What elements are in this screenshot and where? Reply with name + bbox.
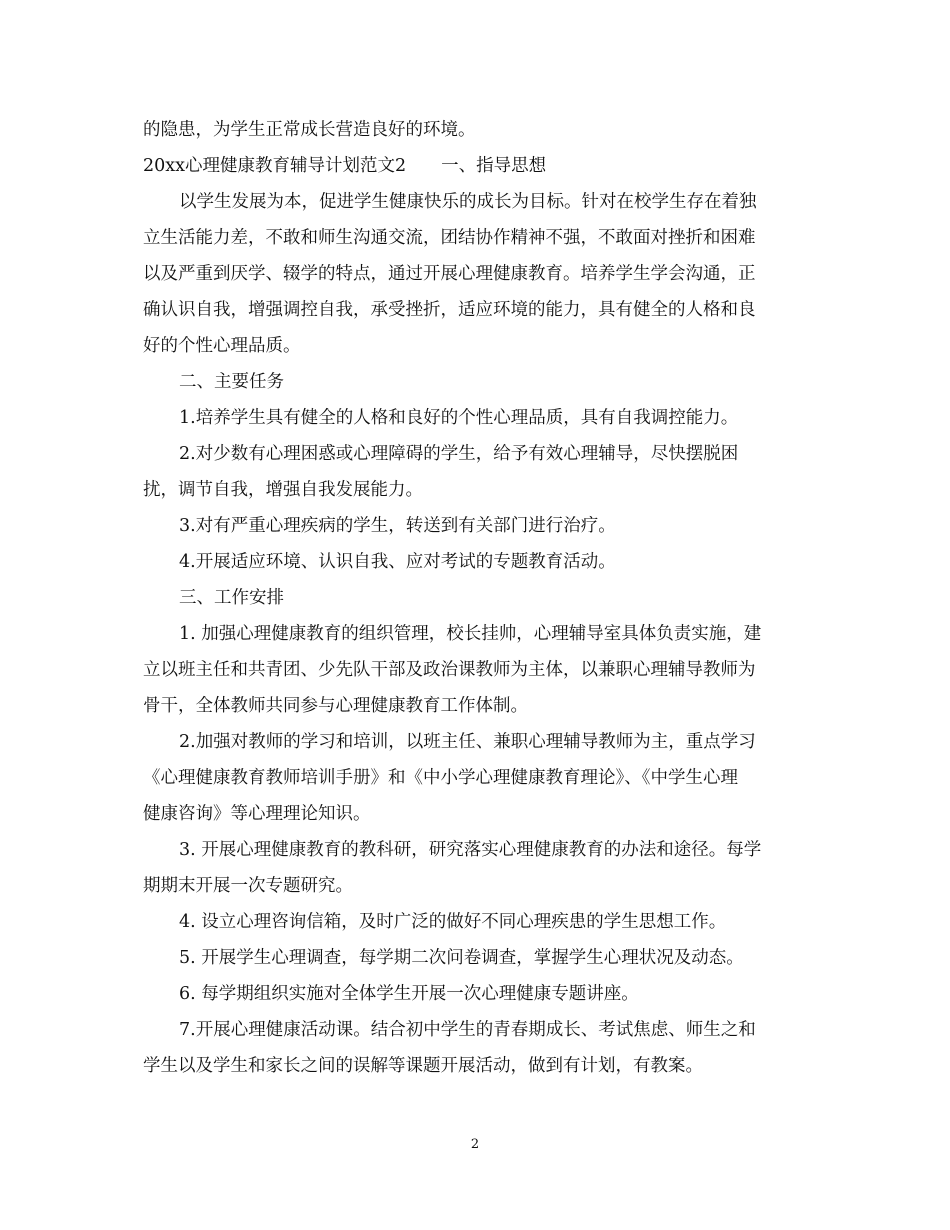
text-line: 4.开展适应环境、认识自我、应对考试的专题教育活动。 xyxy=(179,552,616,572)
text-line: 1.培养学生具有健全的人格和良好的个性心理品质，具有自我调控能力。 xyxy=(179,408,739,428)
text-line: 4. 设立心理咨询信箱，及时广泛的做好不同心理疾患的学生思想工作。 xyxy=(179,912,727,932)
text-line: 5. 开展学生心理调查，每学期二次问卷调查，掌握学生心理状况及动态。 xyxy=(179,948,744,968)
text-line: 骨干，全体教师共同参与心理健康教育工作体制。 xyxy=(143,696,528,716)
text-line: 2.对少数有心理困惑或心理障碍的学生，给予有效心理辅导，尽快摆脱困 xyxy=(179,444,739,464)
text-line: 期期末开展一次专题研究。 xyxy=(143,876,353,896)
text-line: 好的个性心理品质。 xyxy=(143,336,301,356)
text-line: 确认识自我，增强调控自我，承受挫折，适应环境的能力，具有健全的人格和良 xyxy=(143,300,756,320)
text-line: 7.开展心理健康活动课。结合初中学生的青春期成长、考试焦虑、师生之和 xyxy=(179,1020,756,1040)
text-line: 立以班主任和共青团、少先队干部及政治课教师为主体，以兼职心理辅导教师为 xyxy=(143,660,756,680)
text-line: 以及严重到厌学、辍学的特点，通过开展心理健康教育。培养学生学会沟通，正 xyxy=(143,264,756,284)
page-number: 2 xyxy=(470,1137,480,1152)
text-line: 以学生发展为本，促进学生健康快乐的成长为目标。针对在校学生存在着独 xyxy=(179,192,757,212)
section-heading: 二、主要任务 xyxy=(179,372,284,392)
text-line: 立生活能力差，不敢和师生沟通交流，团结协作精神不强，不敢面对挫折和困难 xyxy=(143,228,756,248)
text-line: 扰，调节自我，增强自我发展能力。 xyxy=(143,480,423,500)
text-line: 《心理健康教育教师培训手册》和《中小学心理健康教育理论》、《中学生心理 xyxy=(143,768,738,788)
text-line: 的隐患，为学生正常成长营造良好的环境。 xyxy=(143,120,476,140)
text-line: 1. 加强心理健康教育的组织管理，校长挂帅，心理辅导室具体负责实施，建 xyxy=(179,624,762,644)
text-line: 2.加强对教师的学习和培训，以班主任、兼职心理辅导教师为主，重点学习 xyxy=(179,732,756,752)
section-heading: 20xx心理健康教育辅导计划范文2 一、指导思想 xyxy=(143,156,547,176)
section-heading: 三、工作安排 xyxy=(179,588,284,608)
text-line: 健康咨询》等心理理论知识。 xyxy=(143,804,371,824)
text-line: 3.对有严重心理疾病的学生，转送到有关部门进行治疗。 xyxy=(179,516,616,536)
text-line: 3. 开展心理健康教育的教科研，研究落实心理健康教育的办法和途径。每学 xyxy=(179,840,762,860)
text-line: 6. 每学期组织实施对全体学生开展一次心理健康专题讲座。 xyxy=(179,984,639,1004)
text-line: 学生以及学生和家长之间的误解等课题开展活动，做到有计划，有教案。 xyxy=(143,1056,703,1076)
